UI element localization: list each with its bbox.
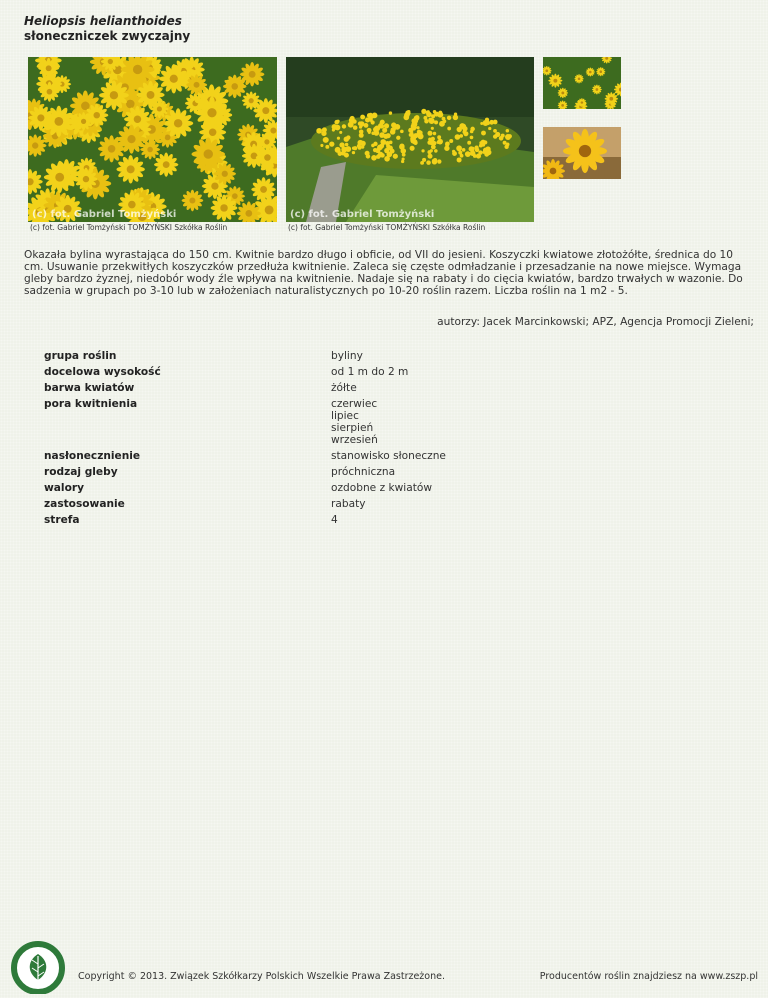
property-label: grupa roślin (44, 350, 331, 362)
property-value: próchniczna (331, 466, 395, 478)
polish-name: słoneczniczek zwyczajny (24, 29, 190, 43)
thumbnail-2-image (543, 127, 621, 179)
property-row (44, 366, 544, 378)
photo-caption-2: (c) fot. Gabriel Tomżyński TOMŻYŃSKI Szkółka Roślin (288, 223, 485, 232)
properties-table (44, 350, 544, 530)
authors: autorzy: Jacek Marcinkowski; APZ, Agencja Promocji Zieleni; (437, 316, 754, 328)
property-label: walory (44, 482, 331, 494)
property-value: rabaty (331, 498, 366, 510)
photo-garden-bed[interactable] (286, 57, 534, 222)
property-value: czerwiec lipiec sierpień wrzesień (331, 398, 378, 446)
leaf-logo-icon (8, 940, 68, 994)
thumbnail-1-image (543, 57, 621, 109)
photo-caption-1: (c) fot. Gabriel Tomżyński TOMŻYŃSKI Szkółka Roślin (30, 223, 227, 232)
property-value: stanowisko słoneczne (331, 450, 446, 462)
property-value: żółte (331, 382, 357, 394)
thumbnail-1[interactable] (543, 57, 621, 109)
property-row (44, 498, 544, 510)
property-label: rodzaj gleby (44, 466, 331, 478)
property-value: 4 (331, 514, 338, 526)
property-row (44, 398, 544, 446)
property-label: zastosowanie (44, 498, 331, 510)
copyright-text: Copyright © 2013. Związek Szkółkarzy Polskich Wszelkie Prawa Zastrzeżone. (78, 971, 445, 982)
property-label: docelowa wysokość (44, 366, 331, 378)
thumbnail-2[interactable] (543, 127, 621, 179)
property-label: strefa (44, 514, 331, 526)
plant-description: Okazała bylina wyrastająca do 150 cm. Kwitnie bardzo długo i obficie, od VII do jesieni. Koszyczki kwiatowe złotożółte, średnica do 10 cm. Usuwanie przekwitłych koszyczków przedłuża kwitnienie. Zaleca się częste odmładzanie i przesadzanie na nowe miejsce. Wymaga gleby bardzo żyznej, niedobór wody źle wpływa na kwitnienie. Nadaje się na rabaty i do cięcia kwiatów, bardzo trwałych w wazonie. Do sadzenia w grupach po 3-10 lub w założeniach naturalistycznych po 10-20 roślin razem. Liczba roślin na 1 m2 - 5. (24, 249, 754, 297)
property-value: od 1 m do 2 m (331, 366, 408, 378)
property-value: byliny (331, 350, 363, 362)
producers-link[interactable]: Producentów roślin znajdziesz na www.zszp.pl (540, 971, 758, 982)
photo-garden-bed-image (286, 57, 534, 222)
latin-name: Heliopsis helianthoides (24, 14, 182, 28)
property-row (44, 514, 544, 526)
property-label: barwa kwiatów (44, 382, 331, 394)
zszp-logo[interactable] (8, 940, 68, 998)
photo-watermark: (c) fot. Gabriel Tomżyński (290, 209, 434, 220)
photo-flowers-closeup[interactable] (28, 57, 277, 222)
property-label: pora kwitnienia (44, 398, 331, 446)
property-label: nasłonecznienie (44, 450, 331, 462)
property-value: ozdobne z kwiatów (331, 482, 432, 494)
property-row (44, 350, 544, 362)
photo-watermark: (c) fot. Gabriel Tomżyński (32, 209, 176, 220)
property-row (44, 382, 544, 394)
property-row (44, 466, 544, 478)
photo-flowers-closeup-image (28, 57, 277, 222)
property-row (44, 450, 544, 462)
property-row (44, 482, 544, 494)
